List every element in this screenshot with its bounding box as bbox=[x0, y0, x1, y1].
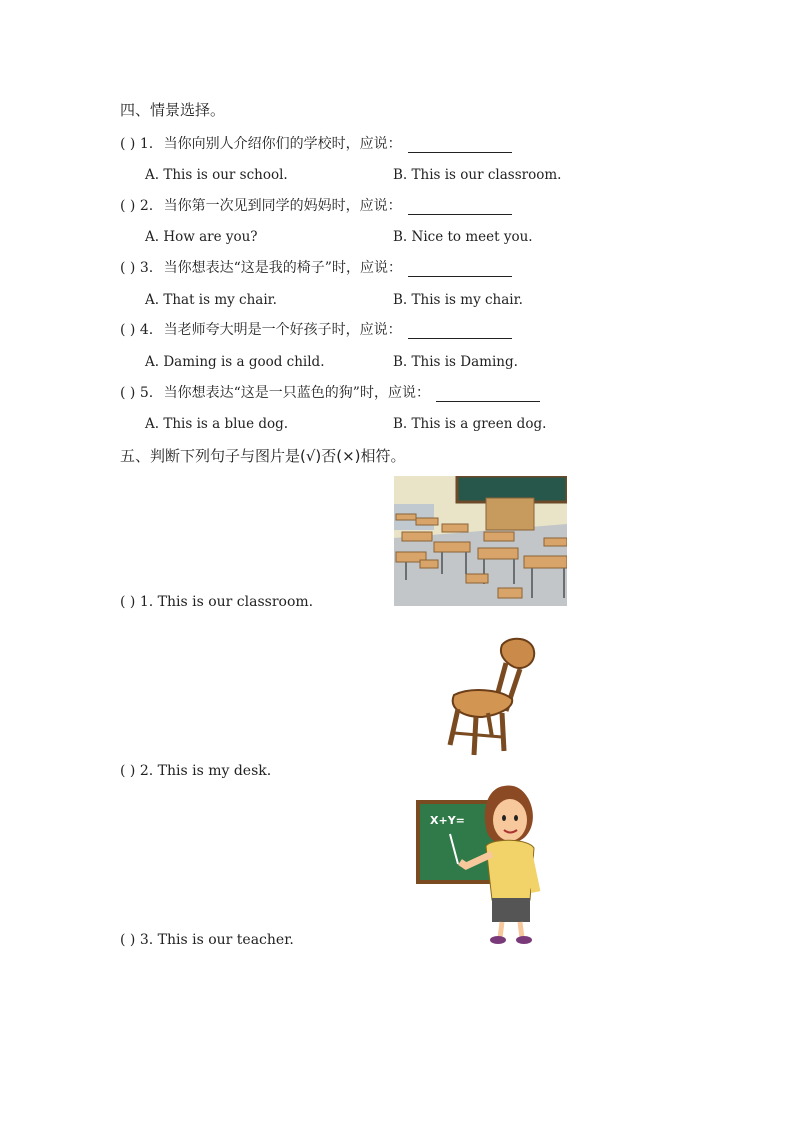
option-a[interactable]: A. How are you? bbox=[145, 229, 258, 245]
question-4 bbox=[120, 321, 512, 339]
section-5-title: 五、判断下列句子与图片是(√)否(×)相符。 bbox=[120, 447, 406, 465]
answer-bracket[interactable]: ( ) bbox=[120, 385, 136, 401]
option-b[interactable]: B. Nice to meet you. bbox=[393, 229, 533, 245]
answer-blank[interactable] bbox=[408, 200, 512, 215]
answer-bracket[interactable]: ( ) bbox=[120, 198, 136, 214]
answer-bracket[interactable]: ( ) bbox=[120, 136, 136, 152]
option-a[interactable]: A. Daming is a good child. bbox=[145, 354, 325, 370]
question-text: 当你想表达“这是我的椅子”时，应说： bbox=[163, 260, 402, 276]
judge-item-1 bbox=[120, 593, 313, 611]
judge-item-2 bbox=[120, 762, 271, 780]
item-text: 2. This is my desk. bbox=[139, 763, 272, 779]
blackboard-text: X+Y= bbox=[430, 814, 465, 827]
answer-bracket[interactable]: ( ) bbox=[120, 260, 136, 276]
answer-blank[interactable] bbox=[408, 262, 512, 277]
question-number: 5. bbox=[139, 385, 154, 401]
option-b[interactable]: B. This is my chair. bbox=[393, 292, 523, 308]
question-number: 3. bbox=[139, 260, 154, 276]
section-4-title: 四、情景选择。 bbox=[120, 101, 226, 119]
option-b[interactable]: B. This is a green dog. bbox=[393, 416, 547, 432]
question-text: 当你向别人介绍你们的学校时，应说： bbox=[163, 136, 402, 152]
question-number: 1. bbox=[139, 136, 154, 152]
option-a[interactable]: A. This is a blue dog. bbox=[145, 416, 289, 432]
question-3 bbox=[120, 259, 512, 277]
option-a[interactable]: A. That is my chair. bbox=[145, 292, 277, 308]
answer-bracket[interactable]: ( ) bbox=[120, 322, 136, 338]
option-a[interactable]: A. This is our school. bbox=[145, 167, 288, 183]
question-2 bbox=[120, 197, 512, 215]
teacher-picture bbox=[416, 782, 556, 947]
answer-bracket[interactable]: ( ) bbox=[120, 932, 136, 948]
judge-item-3 bbox=[120, 931, 294, 949]
item-text: 1. This is our classroom. bbox=[139, 594, 314, 610]
question-number: 2. bbox=[139, 198, 154, 214]
option-b[interactable]: B. This is Daming. bbox=[393, 354, 518, 370]
question-1 bbox=[120, 135, 512, 153]
option-b[interactable]: B. This is our classroom. bbox=[393, 167, 562, 183]
question-number: 4. bbox=[139, 322, 154, 338]
item-text: 3. This is our teacher. bbox=[139, 932, 294, 948]
answer-bracket[interactable]: ( ) bbox=[120, 594, 136, 610]
question-text: 当你第一次见到同学的妈妈时，应说： bbox=[163, 198, 402, 214]
question-5 bbox=[120, 384, 540, 402]
question-text: 当你想表达“这是一只蓝色的狗”时，应说： bbox=[163, 385, 430, 401]
answer-blank[interactable] bbox=[408, 138, 512, 153]
classroom-picture bbox=[394, 476, 567, 606]
answer-blank[interactable] bbox=[408, 324, 512, 339]
question-text: 当老师夸大明是一个好孩子时，应说： bbox=[163, 322, 402, 338]
answer-blank[interactable] bbox=[436, 387, 540, 402]
answer-bracket[interactable]: ( ) bbox=[120, 763, 136, 779]
chair-picture bbox=[440, 633, 540, 761]
